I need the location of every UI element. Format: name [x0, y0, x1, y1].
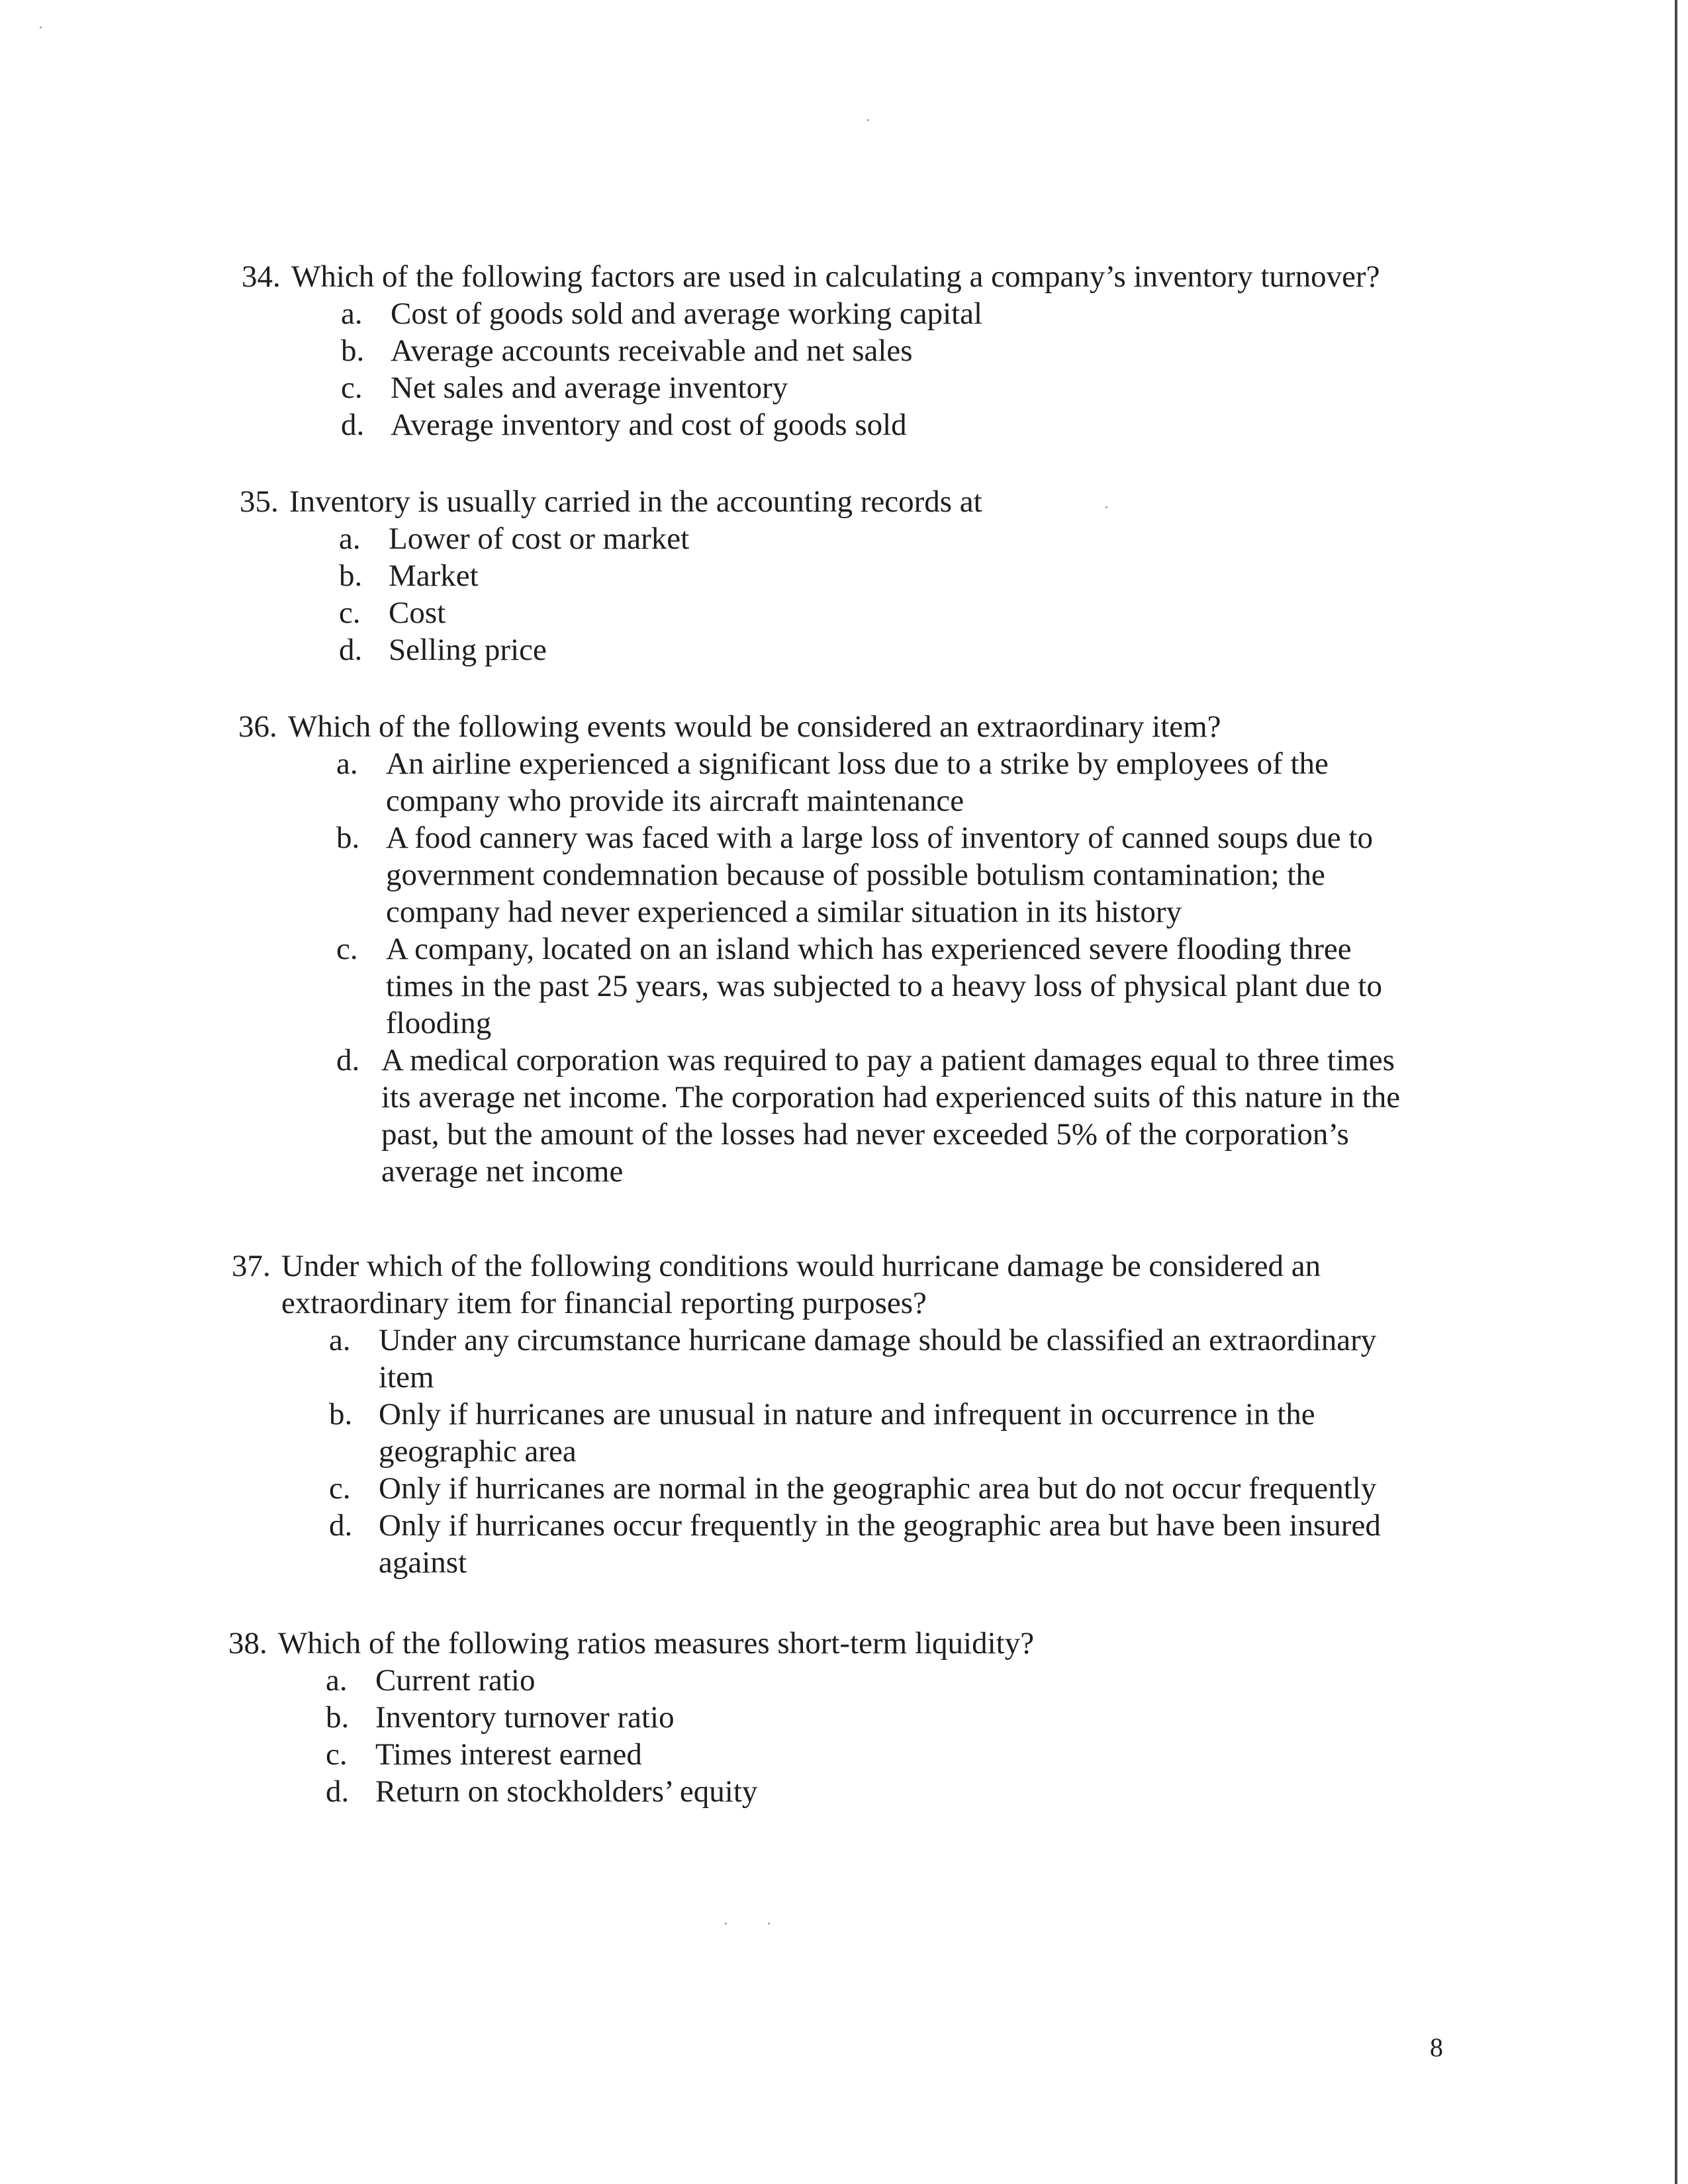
- question-text: Which of the following factors are used in calculating a company’s inventory turnover?: [291, 259, 1380, 294]
- question-text: Inventory is usually carried in the accounting records at: [289, 484, 982, 519]
- option-text: Average inventory and cost of goods sold: [391, 408, 907, 442]
- question-text-line: Under which of the following conditions would hurricane damage be considered an: [281, 1249, 1321, 1283]
- option-text: Lower of cost or market: [389, 522, 690, 556]
- option-letter: d.: [336, 1043, 360, 1077]
- option-text-line: geographic area: [379, 1434, 577, 1469]
- option-letter: c.: [341, 371, 363, 405]
- option-letter: a.: [326, 1663, 348, 1698]
- option-letter: d.: [341, 408, 365, 442]
- option-letter: a.: [329, 1323, 351, 1357]
- option-text: Cost of goods sold and average working capital: [391, 296, 983, 331]
- page-edge-border: [1675, 0, 1677, 2184]
- question-number: 35.: [240, 484, 279, 519]
- scan-speck: [40, 26, 42, 28]
- option-text-line: average net income: [381, 1154, 624, 1189]
- option-text: Return on stockholders’ equity: [375, 1774, 758, 1809]
- option-text-line: its average net income. The corporation had experienced suits of this nature in the: [381, 1080, 1401, 1115]
- option-letter: c.: [336, 932, 358, 966]
- question-number: 37.: [232, 1249, 271, 1283]
- option-text-line: A company, located on an island which has experienced severe flooding three: [386, 932, 1352, 966]
- scan-speck: [725, 1923, 727, 1925]
- question-number: 34.: [242, 259, 281, 294]
- option-letter: b.: [341, 334, 365, 368]
- question-number: 36.: [238, 709, 277, 744]
- option-letter: c.: [339, 596, 361, 630]
- question-text-line: extraordinary item for financial reporting purposes?: [281, 1286, 927, 1320]
- option-text-line: An airline experienced a significant loss due to a strike by employees of the: [386, 747, 1329, 781]
- option-text-line: A food cannery was faced with a large loss of inventory of canned soups due to: [386, 821, 1373, 855]
- question-number: 38.: [228, 1626, 267, 1661]
- scan-speck: [867, 119, 869, 121]
- option-letter: d.: [329, 1508, 353, 1543]
- option-text-line: against: [379, 1545, 467, 1580]
- option-letter: b.: [336, 821, 360, 855]
- option-text: Only if hurricanes are normal in the geographic area but do not occur frequently: [379, 1471, 1377, 1506]
- scan-speck: [1105, 506, 1107, 508]
- option-letter: b.: [339, 559, 363, 593]
- option-text-line: A medical corporation was required to pay a patient damages equal to three times: [381, 1043, 1395, 1077]
- option-text-line: flooding: [386, 1006, 492, 1040]
- option-text-line: Only if hurricanes are unusual in nature and infrequent in occurrence in the: [379, 1397, 1315, 1432]
- question-text: Which of the following ratios measures short-term liquidity?: [278, 1626, 1035, 1661]
- option-letter: d.: [326, 1774, 350, 1809]
- option-letter: b.: [326, 1700, 350, 1735]
- question-text: Which of the following events would be considered an extraordinary item?: [288, 709, 1221, 744]
- option-letter: c.: [329, 1471, 351, 1506]
- option-text-line: times in the past 25 years, was subjected to a heavy loss of physical plant due to: [386, 969, 1382, 1003]
- option-text: Times interest earned: [375, 1737, 642, 1772]
- option-text-line: company had never experienced a similar situation in its history: [386, 895, 1182, 929]
- option-letter: a.: [336, 747, 358, 781]
- scan-speck: [768, 1923, 770, 1925]
- option-text-line: Only if hurricanes occur frequently in the geographic area but have been insured: [379, 1508, 1381, 1543]
- option-text: Inventory turnover ratio: [375, 1700, 675, 1735]
- option-text: Average accounts receivable and net sales: [391, 334, 913, 368]
- option-letter: a.: [339, 522, 361, 556]
- option-text: Cost: [389, 596, 446, 630]
- option-text-line: government condemnation because of possible botulism contamination; the: [386, 858, 1325, 892]
- option-text-line: item: [379, 1360, 434, 1394]
- option-letter: b.: [329, 1397, 353, 1432]
- option-text-line: company who provide its aircraft maintenance: [386, 784, 964, 818]
- option-text: Market: [389, 559, 479, 593]
- option-text: Current ratio: [375, 1663, 536, 1698]
- option-text-line: past, but the amount of the losses had never exceeded 5% of the corporation’s: [381, 1117, 1349, 1152]
- option-text-line: Under any circumstance hurricane damage should be classified an extraordinary: [379, 1323, 1377, 1357]
- option-letter: d.: [339, 633, 363, 667]
- option-letter: a.: [341, 296, 363, 331]
- option-letter: c.: [326, 1737, 348, 1772]
- option-text: Net sales and average inventory: [391, 371, 788, 405]
- page-number: 8: [1430, 2032, 1443, 2062]
- option-text: Selling price: [389, 633, 547, 667]
